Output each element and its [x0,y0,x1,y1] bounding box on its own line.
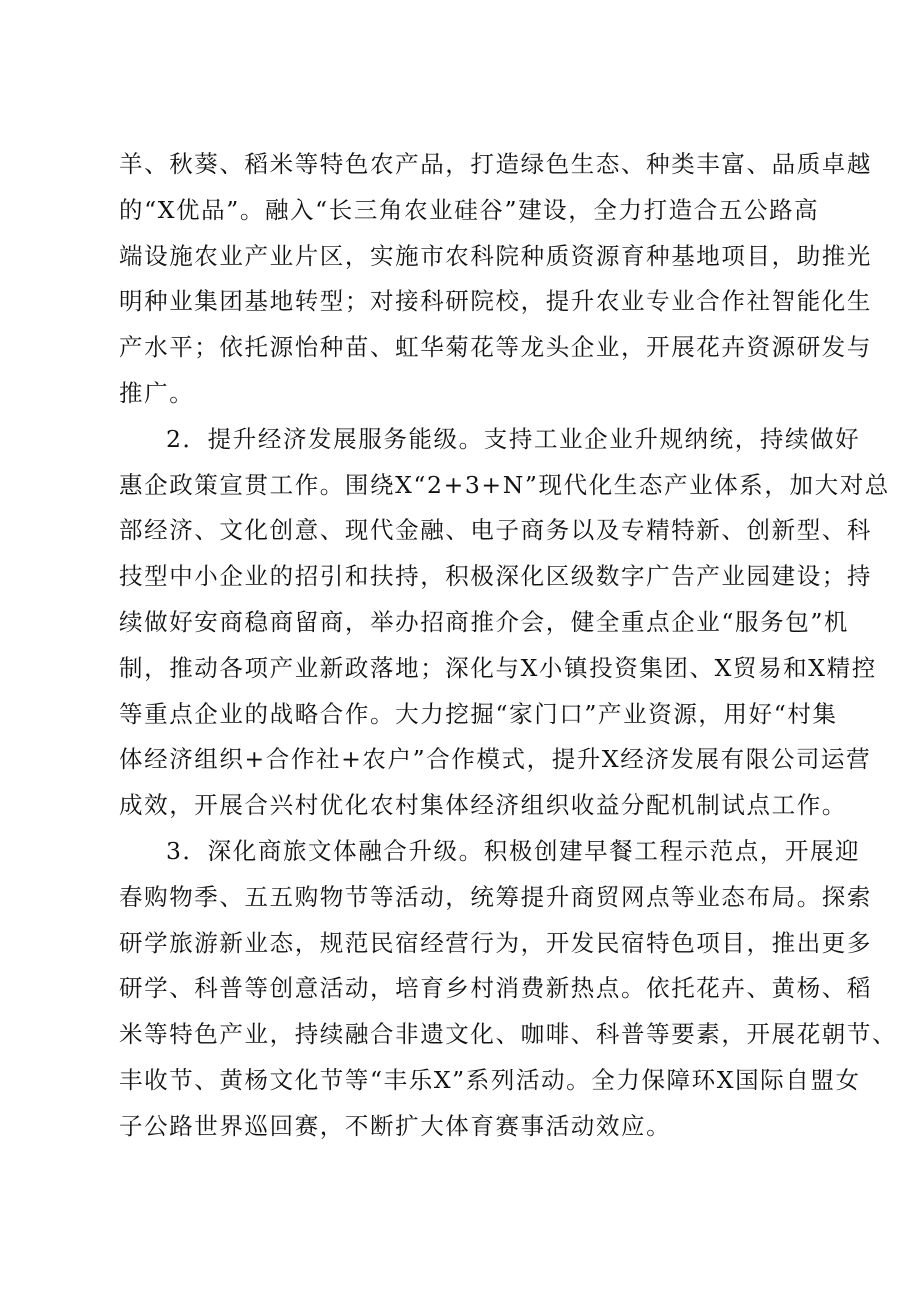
text-line: 等重点企业的战略合作。大力挖掘“家门口”产业资源，用好“村集 [119,699,838,728]
text-line: 研学旅游新业态，规范民宿经营行为，开发民宿特色项目，推出更多 [119,928,872,957]
text-line: 春购物季、五五购物节等活动，统筹提升商贸网点等业态布局。探索 [119,882,872,911]
text-line: 制，推动各项产业新政落地；深化与X小镇投资集团、X贸易和X精控 [119,653,877,682]
text-line: 产水平；依托源怡种苗、虹华菊花等龙头企业，开展花卉资源研发与 [119,333,872,362]
paragraph-3-heading-line: 3．深化商旅文体融合升级。积极创建早餐工程示范点，开展迎 [166,836,861,865]
paragraph-2-heading-line: 2．提升经济发展服务能级。支持工业企业升规纳统，持续做好 [166,424,861,453]
text-line: 丰收节、黄杨文化节等“丰乐X”系列活动。全力保障环X国际自盟女 [119,1065,861,1094]
text-line: 羊、秋葵、稻米等特色农产品，打造绿色生态、种类丰富、品质卓越 [119,150,872,178]
text-line: 体经济组织+合作社+农户”合作模式，提升X经济发展有限公司运营 [119,745,872,774]
text-line: 技型中小企业的招引和扶持，积极深化区级数字广告产业园建设；持 [119,562,872,591]
text-line: 米等特色产业，持续融合非遗文化、咖啡、科普等要素，开展花朝节、 [119,1020,898,1049]
text-line: 部经济、文化创意、现代金融、电子商务以及专精特新、创新型、科 [119,516,872,545]
document-body [119,142,898,1150]
text-line: 明种业集团基地转型；对接科研院校，提升农业专业合作社智能化生 [119,287,872,316]
text-line: 推广。 [119,378,195,407]
text-line: 研学、科普等创意活动，培育乡村消费新热点。依托花卉、黄杨、稻 [119,974,872,1003]
text-line: 续做好安商稳商留商，举办招商推介会，健全重点企业“服务包”机 [119,607,850,636]
text-line: 端设施农业产业片区，实施市农科院种质资源育种基地项目，助推光 [119,241,872,270]
text-line: 成效，开展合兴村优化农村集体经济组织收益分配机制试点工作。 [119,791,847,820]
text-line: 子公路世界巡回赛，不断扩大体育赛事活动效应。 [119,1111,672,1140]
text-line: 惠企政策宣贯工作。围绕X“2+3+N”现代化生态产业体系，加大对总 [119,470,890,499]
text-line: 的“X优品”。融入“长三角农业硅谷”建设，全力打造合五公路高 [119,195,820,224]
